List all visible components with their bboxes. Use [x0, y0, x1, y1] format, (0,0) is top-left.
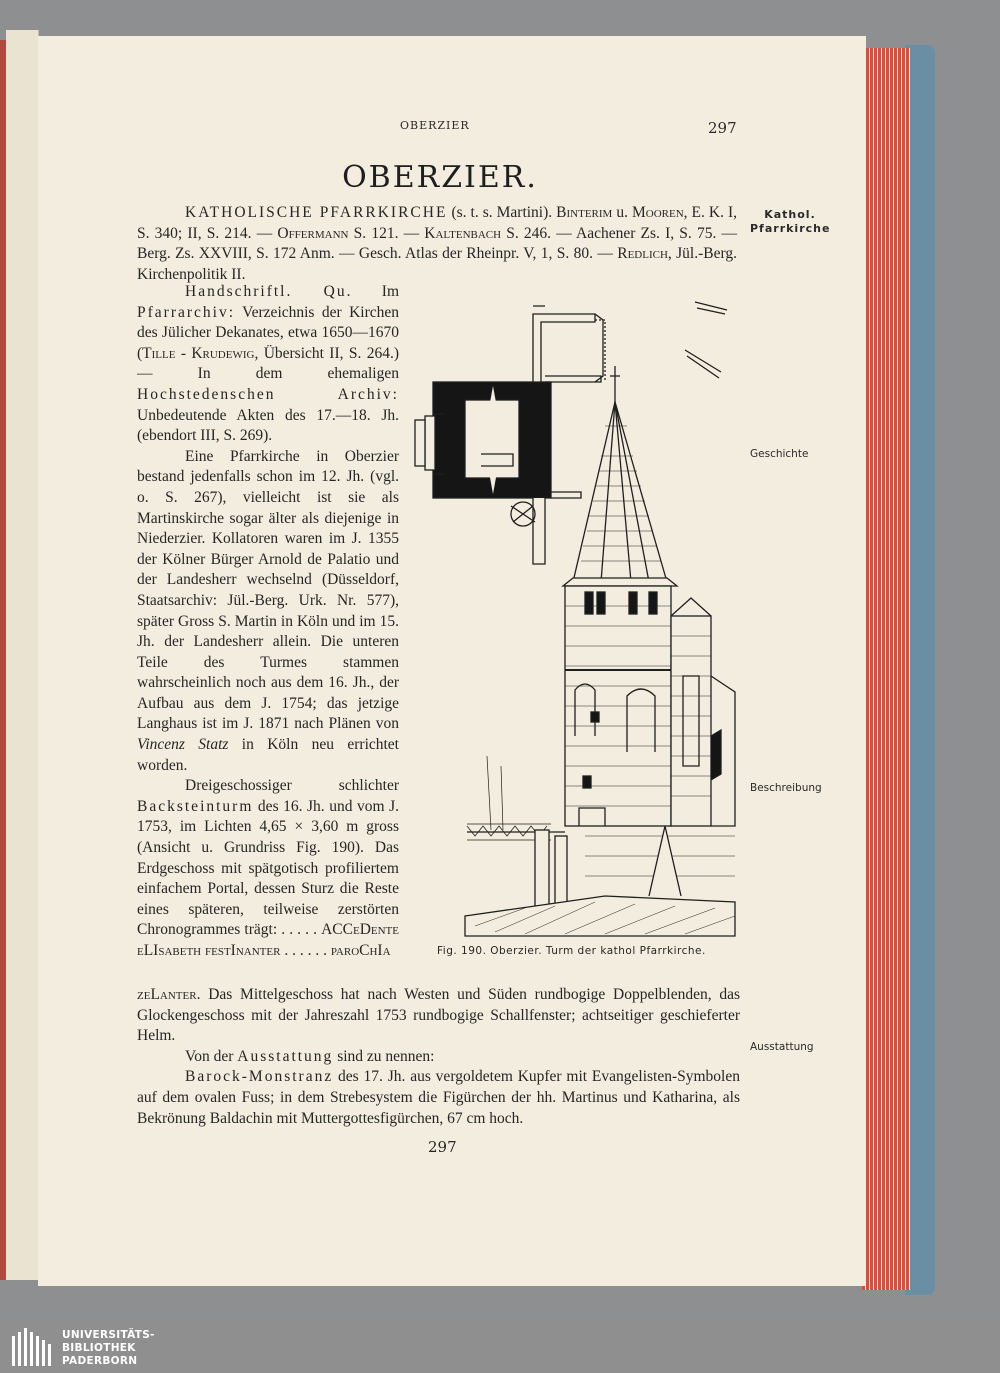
margin-note-ausstattung: Ausstattung [750, 1041, 814, 1053]
left-page-edge [6, 30, 39, 1280]
margin-note-kathol-pfarrkirche [750, 208, 830, 236]
author-name: Tille - Krudewig [142, 344, 255, 362]
margin-note-line: Kathol. [764, 208, 816, 221]
page-number-bottom: 297 [428, 1138, 457, 1156]
author-name: Offermann [277, 224, 349, 242]
description-continued [137, 985, 740, 1047]
text: , Jül.-Berg. Kirchenpolitik II. [137, 245, 738, 283]
bibliography-paragraph [137, 203, 737, 285]
spaced-label: Barock-Monstranz [185, 1068, 334, 1086]
author-name: Mooren [631, 204, 684, 221]
text: in Köln neu errichtet worden. [137, 736, 399, 774]
text: sind zu nennen: [333, 1047, 435, 1065]
margin-note-line: Pfarrkirche [750, 222, 831, 235]
chronogram-text: ACCeDente eLIsabeth festInanter . . . . . . paroChIa [137, 921, 399, 959]
running-head-page-number: 297 [708, 119, 737, 137]
author-name: Redlich [617, 245, 668, 263]
church-heading: KATHOLISCHE PFARRKIRCHE [185, 204, 448, 221]
spaced-label: Ausstattung [237, 1047, 334, 1065]
text: S. 246. — Aachener Zs. I, S. 75. — Berg. Zs. XXVIII, S. 172 Anm. — Gesch. Atlas der Rheinpr. V, 1, S. 80. — [137, 224, 738, 263]
author-name: Kaltenbach [424, 224, 502, 242]
text: des 16. Jh. und vom J. 1753, im Lichten 4,65 × 3,60 m gross (Ansicht u. Grundriss Fig. 190). Das Erdgeschoss mit spätgotisch profiliertem einfachem Portal, dessen Sturz die Reste eines späteren, teilweise zerstörten Chronogrammes trägt: . . . . . [137, 797, 399, 939]
description-paragraph [137, 776, 399, 961]
text: Verzeichnis der Kirchen des Jülicher Dekanates, etwa 1650—1670 ( [137, 303, 399, 362]
figure-caption: Fig. 190. Oberzier. Turm der kathol Pfarrkirche. [437, 945, 706, 957]
spaced-label: Pfarrarchiv: [137, 303, 236, 321]
sources-paragraph [137, 282, 399, 447]
text: Dreigeschossiger schlichter [185, 777, 399, 795]
monstrance-paragraph [137, 1067, 740, 1129]
history-paragraph [137, 447, 399, 777]
text: u. [612, 204, 632, 221]
page-title: OBERZIER. [342, 160, 538, 195]
text: (s. t. s. Martini). [447, 204, 557, 221]
church-tower-illustration [405, 296, 745, 940]
page-edges-red [862, 48, 910, 1290]
spaced-label: Hochstedenschen Archiv: [137, 385, 399, 403]
margin-note-beschreibung: Beschreibung [750, 782, 822, 794]
library-name [62, 1329, 155, 1368]
library-logo-icon [12, 1328, 56, 1368]
running-head-title: OBERZIER [400, 119, 470, 132]
floor-plan [415, 302, 727, 564]
text: Von der [185, 1047, 238, 1065]
spaced-label: Backsteinturm [137, 797, 254, 815]
spaced-label: Handschriftl. Qu. [185, 283, 353, 300]
text: , Übersicht II, S. 264.) — In dem ehemaligen [137, 344, 399, 383]
library-name-line: PADERBORN [62, 1355, 138, 1367]
text: Eine Pfarrkirche in Oberzier bestand jedenfalls schon im 12. Jh. (vgl. o. S. 267), vielleicht ist sie als Martinskirche sogar älter als diejenige in Niederzier. Kollatoren waren im J. 1355 der Kölner Bürger Arnold de Palatio und der Landesherr wechselnd (Düsseldorf, Staatsarchiv: Jül.-Berg. Urk. Nr. 577), später Gross S. Martin in Köln und im 15. Jh. der Landesherr allein. Die unteren Teile des Turmes stammen wahrscheinlich noch aus dem 16. Jh., der Aufbau aus dem J. 1754; das jetzige Langhaus ist im J. 1871 nach Plänen von [137, 447, 399, 733]
library-name-line: UNIVERSITÄTS- [62, 1329, 155, 1341]
text: des 17. Jh. aus vergoldetem Kupfer mit Evangelisten-Symbolen auf dem ovalen Fuss; in dem Strebesystem die Figürchen der hh. Martinus und Katharina, als Bekrönung Baldachin mit Muttergottesfigürchen, 67 cm hoch. [137, 1068, 740, 1127]
chronogram-text: zeLanter [137, 986, 197, 1003]
tower-drawing [563, 366, 735, 826]
library-name-line: BIBLIOTHEK [62, 1342, 136, 1354]
architect-name: Vincenz Statz [137, 736, 229, 754]
furnishings-intro [137, 1047, 740, 1068]
text: . Das Mittelgeschoss hat nach Westen und Süden rundbogige Doppelblenden, das Glockengeschoss mit der Jahreszahl 1753 rundbogige Schallfenster; achtseitiger geschieferter Helm. [137, 986, 740, 1045]
text: Unbedeutende Akten des 17.—18. Jh. (ebendort III, S. 269). [137, 406, 399, 445]
text: Im [352, 283, 400, 300]
author-name: Binterim [556, 204, 613, 221]
left-text-column [137, 282, 399, 962]
text: S. 121. — [348, 224, 425, 242]
full-width-text [137, 985, 740, 1129]
margin-note-geschichte: Geschichte [750, 448, 809, 460]
text: , E. K. I, S. 340; II, S. 214. — [137, 204, 738, 242]
library-footer [0, 1322, 1000, 1373]
